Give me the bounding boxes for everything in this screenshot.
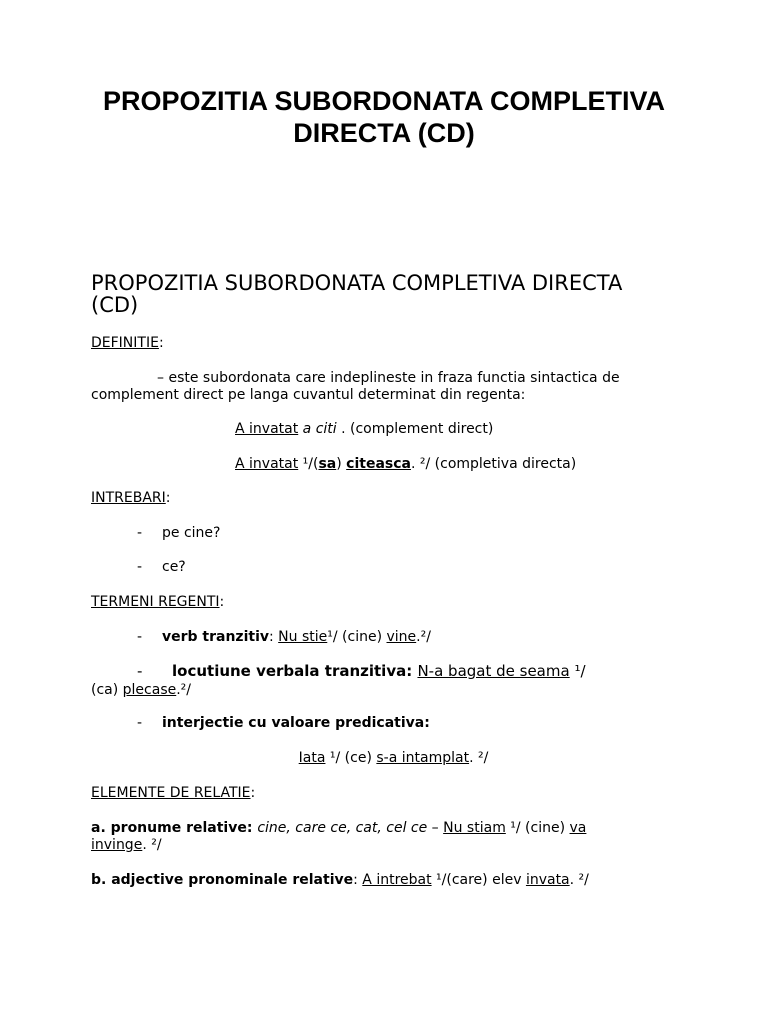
- intrebari-colon: :: [165, 490, 171, 506]
- verb-tranzitiv-text: [162, 629, 431, 646]
- locutiune-text-line-2: [91, 682, 191, 699]
- list-bullet: -: [137, 559, 143, 575]
- locutiune-sub: plecase: [122, 682, 177, 698]
- adjective-relative-line: [91, 872, 589, 889]
- example1-regent: A invatat: [235, 421, 299, 437]
- adjective-relative-sub: invata: [525, 872, 570, 888]
- question-text: pe cine?: [162, 525, 221, 541]
- locutiune-line2-start: (ca): [91, 682, 123, 698]
- adjective-relative-sep: :: [353, 872, 363, 888]
- definitie-heading: [91, 335, 164, 352]
- example2-verb: citeasca: [346, 456, 411, 472]
- definition-text-line-2: complement direct pe langa cuvantul determinat din regenta:: [91, 387, 526, 403]
- adjective-relative-term: b. adjective pronominale relative: [91, 872, 354, 888]
- locutiune-regent: N-a bagat de seama: [417, 662, 570, 680]
- termeni-regenti-colon: :: [219, 594, 225, 610]
- list-bullet: -: [137, 525, 143, 541]
- interjectie-mid: ¹/ (ce): [325, 750, 377, 766]
- heading-line-1: PROPOZITIA SUBORDONATA COMPLETIVA DIRECTA: [91, 271, 623, 295]
- pronume-relative-end: . ²/: [142, 837, 162, 853]
- list-bullet: -: [137, 629, 143, 645]
- termeni-regenti-label: TERMENI REGENTI: [91, 594, 220, 610]
- verb-tranzitiv-sub: vine: [386, 629, 417, 645]
- example2-regent: A invatat: [235, 456, 299, 472]
- document-title: [0, 85, 768, 149]
- interjectie-regent: Iata: [298, 750, 326, 766]
- question-text: ce?: [162, 559, 186, 575]
- adjective-relative-mid: ¹/(care) elev: [431, 872, 526, 888]
- adjective-relative-end: . ²/: [569, 872, 589, 888]
- example-completiva-directa: [235, 456, 576, 473]
- example-complement-direct: [235, 421, 493, 438]
- definition-text-line-1: – este subordonata care indeplineste in fraza functia sintactica de: [157, 370, 620, 386]
- heading-line-2: (CD): [91, 293, 139, 317]
- termeni-regenti-heading: [91, 594, 224, 611]
- example2-mark1: ¹/(: [298, 456, 319, 472]
- verb-tranzitiv-end: .²/: [416, 629, 431, 645]
- elemente-relatie-heading: [91, 785, 255, 802]
- title-line-1: PROPOZITIA SUBORDONATA COMPLETIVA: [103, 86, 665, 116]
- elemente-relatie-colon: :: [250, 785, 256, 801]
- pronume-relative-line-2: [91, 837, 162, 854]
- example2-conjunction: sa: [318, 456, 337, 472]
- intrebari-heading: [91, 490, 170, 507]
- locutiune-mark1: ¹/: [569, 662, 586, 680]
- verb-tranzitiv-mid: ¹/ (cine): [327, 629, 387, 645]
- interjectie-sub: s-a intamplat: [376, 750, 470, 766]
- definitie-colon: :: [158, 335, 164, 351]
- adjective-relative-regent: A intrebat: [362, 872, 432, 888]
- pronume-relative-term: a. pronume relative:: [91, 820, 258, 836]
- verb-tranzitiv-term: verb tranzitiv: [162, 629, 269, 645]
- locutiune-term: locutiune verbala tranzitiva:: [172, 662, 418, 680]
- elemente-relatie-label: ELEMENTE DE RELATIE: [91, 785, 251, 801]
- locutiune-text-line-1: [172, 662, 586, 680]
- interjectie-end: . ²/: [469, 750, 489, 766]
- locutiune-end: .²/: [176, 682, 192, 698]
- example1-object: a citi: [298, 421, 337, 437]
- interjectie-term: interjectie cu valoare predicativa:: [162, 715, 430, 731]
- pronume-relative-sub-end: invinge: [91, 837, 143, 853]
- verb-tranzitiv-regent: Nu stie: [278, 629, 328, 645]
- pronume-relative-sub-start: va: [569, 820, 587, 836]
- definitie-label: DEFINITIE: [91, 335, 159, 351]
- pronume-relative-dash: –: [427, 820, 444, 836]
- example2-rest: . ²/ (completiva directa): [410, 456, 577, 472]
- pronume-relative-list: cine, care ce, cat, cel ce: [257, 820, 428, 836]
- title-line-2: DIRECTA (CD): [293, 118, 475, 148]
- verb-tranzitiv-sep: :: [269, 629, 279, 645]
- section-heading: [91, 272, 622, 316]
- example2-paren-close: ): [336, 456, 347, 472]
- list-bullet: -: [137, 715, 143, 731]
- interjectie-example: [91, 750, 696, 767]
- list-bullet: -: [137, 662, 143, 680]
- example1-rest: . (complement direct): [336, 421, 494, 437]
- pronume-relative-mid: ¹/ (cine): [505, 820, 570, 836]
- pronume-relative-line-1: [91, 820, 586, 837]
- pronume-relative-regent: Nu stiam: [443, 820, 506, 836]
- intrebari-label: INTREBARI: [91, 490, 166, 506]
